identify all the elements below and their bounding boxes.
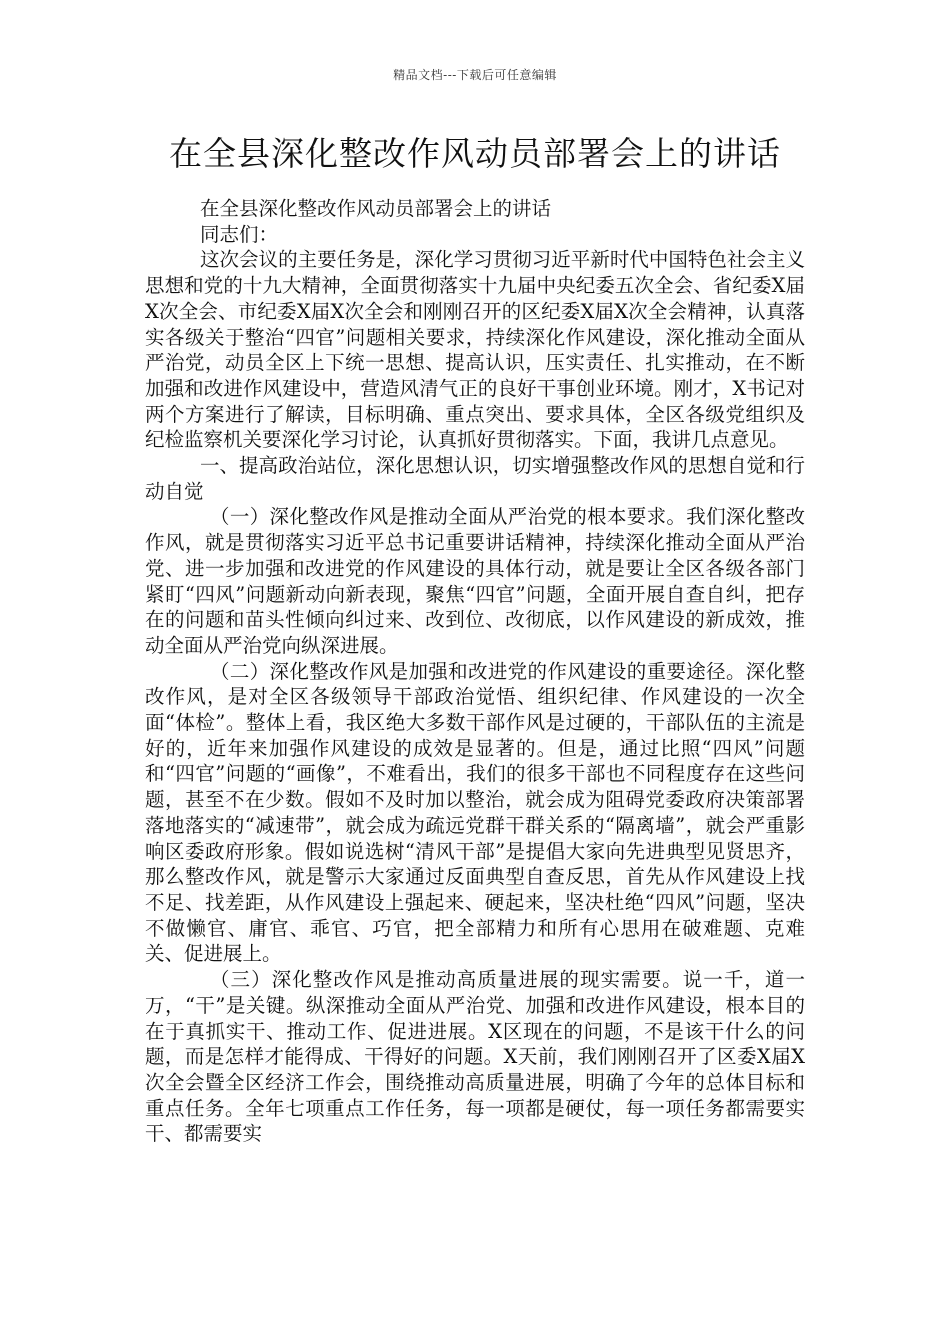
subsection-paragraph-1: （一）深化整改作风是推动全面从严治党的根本要求。我们深化整改作风，就是贯彻落实习近平总书记重要讲话精神，持续深化推动全面从严治党、进一步加强和改进党的作风建设的具体行动，就是要让全区各级各部门紧盯“四风”问题新动向新表现，聚焦“四官”问题，全面开展自查自纠，把存在的问题和苗头性倾向纠过来、改到位、改彻底，以作风建设的新成效，推动全面从严治党向纵深进展。 (145, 505, 805, 657)
intro-paragraph: 这次会议的主要任务是，深化学习贯彻习近平新时代中国特色社会主义思想和党的十九大精神，全面贯彻落实十九届中央纪委五次全会、省纪委X届X次全会、市纪委X届X次全会和刚刚召开的区纪委X届X次全会精神，认真落实各级关于整治“四官”问题相关要求，持续深化作风建设，深化推动全面从严治党，动员全区上下统一思想、提高认识，压实责任、扎实推动，在不断加强和改进作风建设中，营造风清气正的良好干事创业环境。刚才，X书记对两个方案进行了解读，目标明确、重点突出、要求具体，全区各级党组织及纪检监察机关要深化学习讨论，认真抓好贯彻落实。下面，我讲几点意见。 (145, 248, 805, 452)
document-body (145, 196, 805, 1147)
subsection-paragraph-2: （二）深化整改作风是加强和改进党的作风建设的重要途径。深化整改作风，是对全区各级领导干部政治觉悟、组织纪律、作风建设的一次全面“体检”。整体上看，我区绝大多数干部作风是过硬的，干部队伍的主流是好的，近年来加强作风建设的成效是显著的。但是，通过比照“四风”问题和“四官”问题的“画像”，不难看出，我们的很多干部也不同程度存在这些问题，甚至不在少数。假如不及时加以整治，就会成为阻碍党委政府决策部署落地落实的“减速带”，就会成为疏远党群干群关系的“隔离墙”，就会严重影响区委政府形象。假如说选树“清风干部”是提倡大家向先进典型见贤思齐，那么整改作风，就是警示大家通过反面典型自查反思，首先从作风建设上找不足、找差距，从作风建设上强起来、硬起来，坚决杜绝“四风”问题，坚决不做懒官、庸官、乖官、巧官，把全部精力和所有心思用在破难题、克难关、促进展上。 (145, 659, 805, 966)
section-heading-1: 一、提高政治站位，深化思想认识，切实增强整改作风的思想自觉和行动自觉 (145, 454, 805, 503)
subtitle-paragraph: 在全县深化整改作风动员部署会上的讲话 (200, 197, 552, 220)
header-note: 精品文档---下载后可任意编辑 (393, 68, 557, 82)
document-title: 在全县深化整改作风动员部署会上的讲话 (169, 134, 781, 173)
subsection-paragraph-3: （三）深化整改作风是推动高质量进展的现实需要。说一千，道一万，“干”是关键。纵深推动全面从严治党、加强和改进作风建设，根本目的在于真抓实干、推动工作、促进进展。X区现在的问题，不是该干什么的问题，而是怎样才能得成、干得好的问题。X天前，我们刚刚召开了区委X届X次全会暨全区经济工作会，围绕推动高质量进展，明确了今年的总体目标和重点任务。全年七项重点工作任务，每一项都是硬仗，每一项任务都需要实干、都需要实 (145, 968, 805, 1146)
salutation-paragraph: 同志们： (200, 222, 279, 246)
